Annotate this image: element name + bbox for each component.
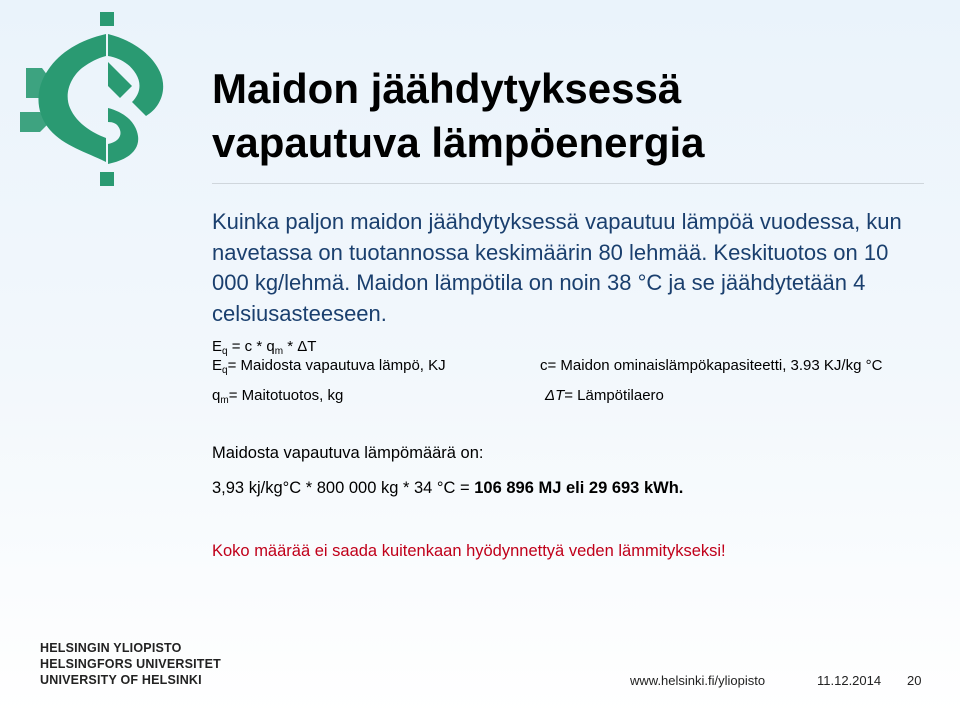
def-eq-subscript: q (222, 365, 228, 376)
calc-prefix: 3,93 kj/kg°C * 800 000 kg * 34 °C = (212, 479, 475, 497)
slide-title (212, 62, 932, 170)
formula-tail: * ΔT (283, 338, 317, 355)
footer-date: 11.12.2014 (817, 673, 882, 688)
problem-text: Kuinka paljon maidon jäähdytyksessä vapautuu lämpöä vuodessa, kun navetassa on tuotannossa keskimäärin 80 lehmää. Keskituotos on 10 000 kg/lehmä. Maidon lämpötila on noin 38 °C ja se jäähdytetään 4 celsiusasteeseen. (212, 209, 902, 326)
university-name-sv: HELSINGFORS UNIVERSITET (40, 657, 222, 671)
title-divider (212, 183, 924, 184)
heat-formula (212, 338, 316, 356)
formula-eq: = c * q (227, 338, 275, 355)
university-wordmark (40, 640, 221, 688)
def-qm-symbol: q (212, 387, 221, 404)
definition-c: c= Maidon ominaislämpökapasiteetti, 3.93 KJ/kg °C (540, 357, 883, 374)
formula-lhs: E (212, 338, 223, 355)
university-name-en: UNIVERSITY OF HELSINKI (40, 673, 202, 687)
formula-lhs-subscript: q (222, 346, 228, 357)
university-name-fi: HELSINGIN YLIOPISTO (40, 641, 182, 655)
calculation (212, 478, 683, 498)
title-line-1: Maidon jäähdytyksessä (212, 65, 682, 112)
warning-note: Koko määrää ei saada kuitenkaan hyödynnettyä veden lämmitykseksi! (212, 542, 726, 560)
definition-eq (212, 357, 446, 375)
result-label: Maidosta vapautuva lämpömäärä on: (212, 444, 484, 462)
footer-url: www.helsinki.fi/yliopisto (630, 673, 766, 688)
university-flame-logo-icon (20, 12, 170, 192)
title-line-2: vapautuva lämpöenergia (212, 119, 705, 166)
definition-delta-t (545, 387, 664, 405)
page-number: 20 (907, 673, 922, 688)
def-eq-symbol: E (212, 357, 223, 374)
def-dt-text: = Lämpötilaero (564, 387, 664, 404)
def-qm-text: = Maitotuotos, kg (228, 387, 344, 404)
def-eq-text: = Maidosta vapautuva lämpö, KJ (227, 357, 446, 374)
definition-qm (212, 387, 343, 405)
formula-q-subscript: m (274, 346, 284, 357)
calc-result: 106 896 MJ eli 29 693 kWh. (474, 479, 684, 497)
def-dt-symbol: ΔT (545, 387, 565, 404)
def-qm-subscript: m (220, 395, 229, 406)
